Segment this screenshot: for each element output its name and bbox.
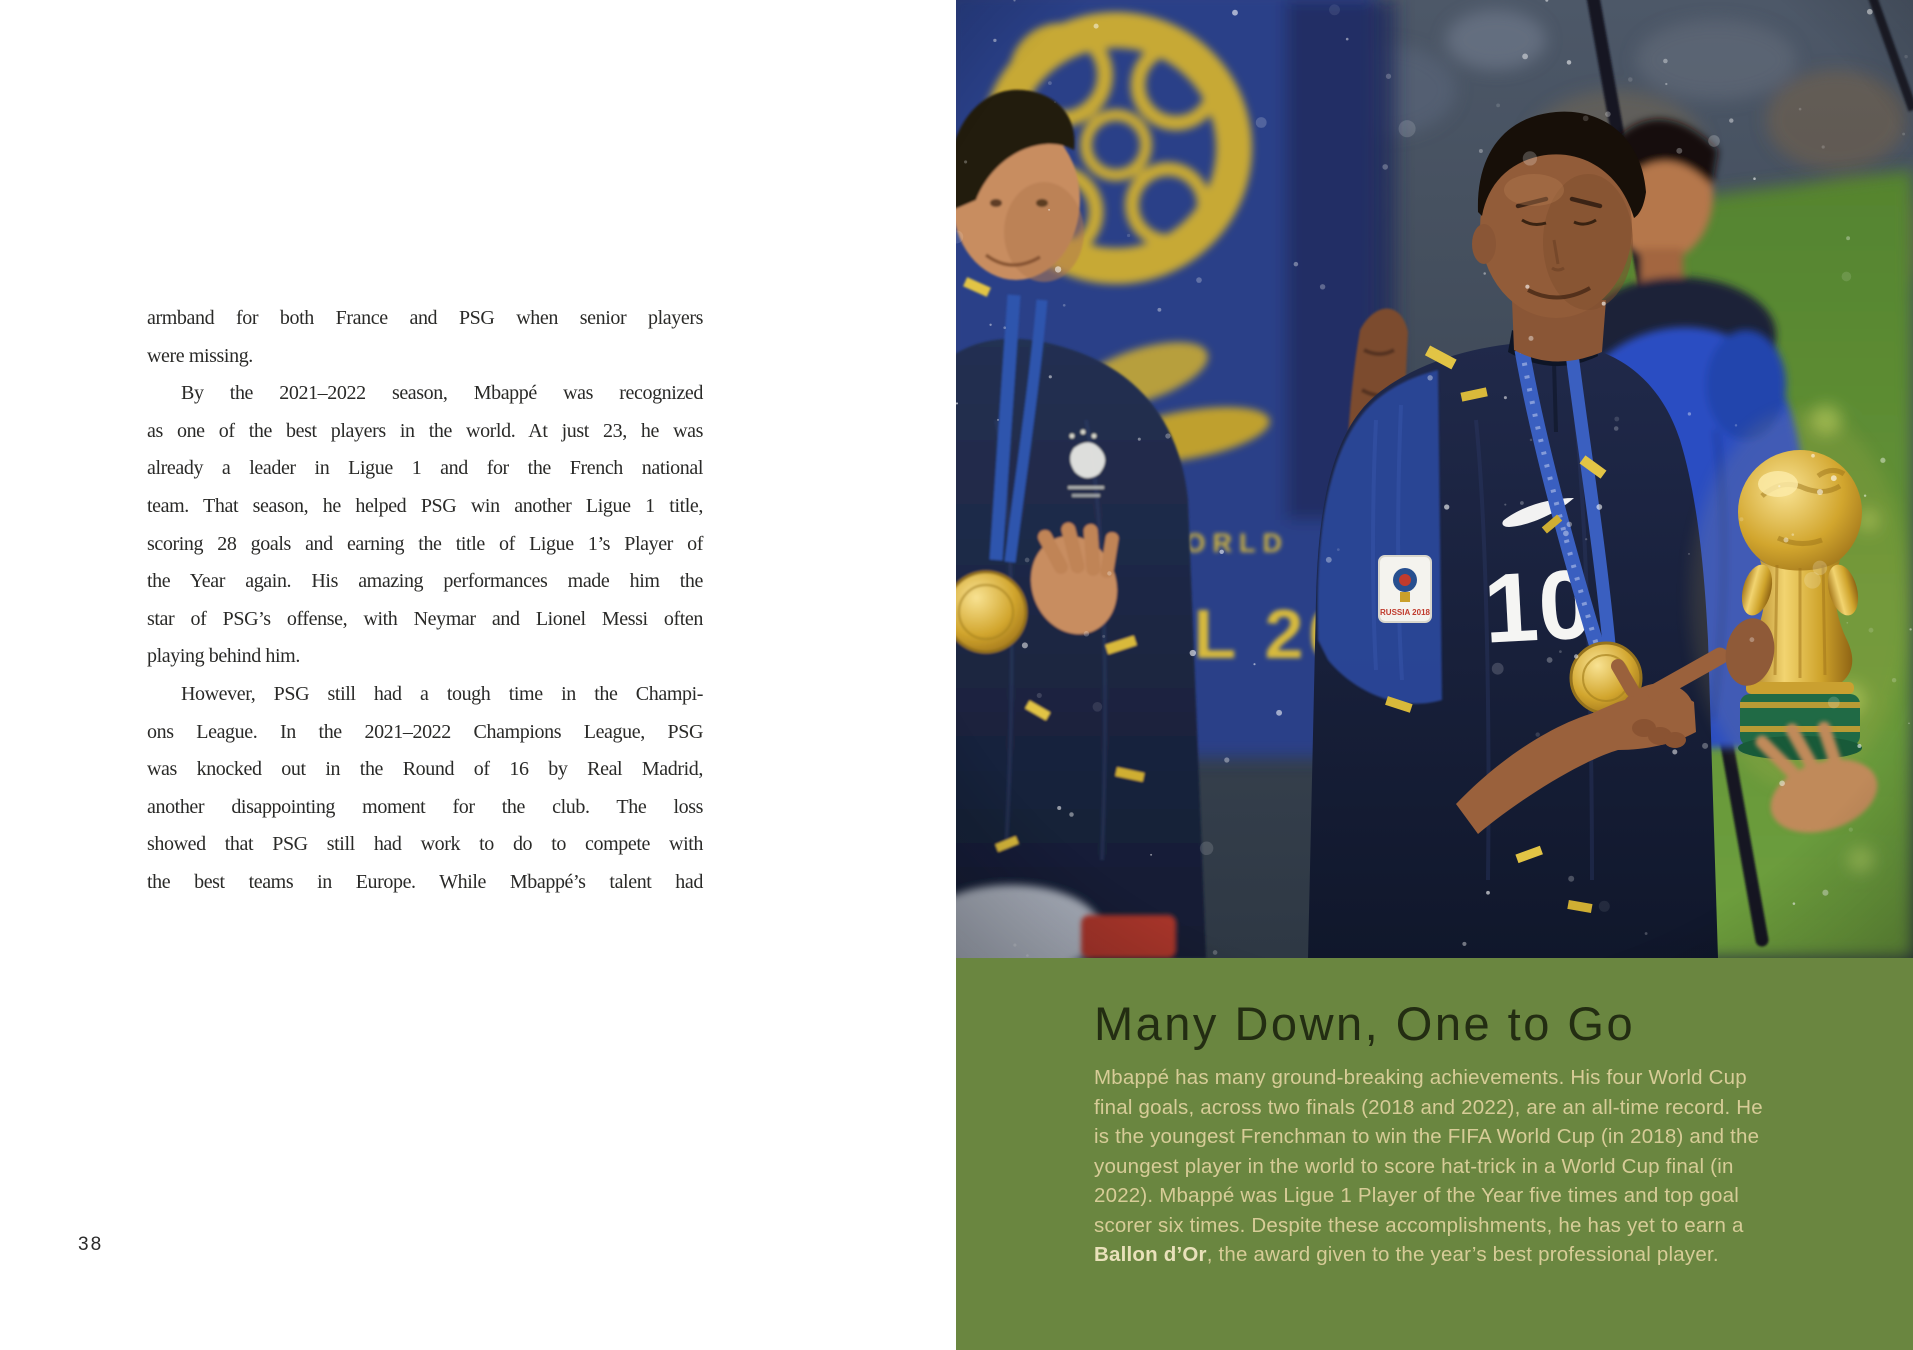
text-line: were missing. — [147, 344, 253, 367]
page-number: 38 — [78, 1234, 104, 1255]
callout-title: Many Down, One to Go — [1094, 997, 1636, 1050]
text-line: the Year again. His amazing performances made him the — [147, 570, 703, 593]
text-line: ons League. In the 2021–2022 Champions League, PSG — [147, 720, 703, 743]
right-page — [956, 0, 1913, 1350]
text-line: was knocked out in the Round of 16 by Real Madrid, — [147, 758, 703, 781]
vignette — [956, 0, 1913, 958]
text-line: star of PSG’s offense, with Neymar and Lionel Messi often — [147, 607, 703, 630]
text-line: 2022). Mbappé was Ligue 1 Player of the Year five times and top goal — [1094, 1184, 1739, 1207]
text-line: showed that PSG still had work to do to compete with — [147, 833, 703, 856]
text-line: scorer six times. Despite these accomplishments, he has yet to earn a — [1094, 1213, 1744, 1237]
left-page — [0, 0, 956, 1350]
text-line: already a leader in Ligue 1 and for the French national — [147, 457, 703, 480]
text-line: Ballon d’Or, the award given to the year’s best professional player. — [1094, 1243, 1719, 1266]
text-line: youngest player in the world to score hat-trick in a World Cup final (in — [1094, 1154, 1734, 1178]
text-line: team. That season, he helped PSG win another Ligue 1 title, — [147, 494, 703, 517]
bold-term: Ballon d’Or — [1094, 1243, 1207, 1266]
callout-box — [956, 958, 1913, 1350]
photo-svg — [956, 0, 1913, 958]
text-line: By the 2021–2022 season, Mbappé was recognized — [181, 382, 703, 405]
text-line: Mbappé has many ground-breaking achievements. His four World Cup — [1094, 1066, 1747, 1089]
text-line: scoring 28 goals and earning the title of Ligue 1’s Player of — [147, 532, 703, 555]
text-line: final goals, across two finals (2018 and 2022), are an all-time record. He — [1094, 1095, 1763, 1119]
text-line: is the youngest Frenchman to win the FIFA World Cup (in 2018) and the — [1094, 1125, 1760, 1148]
text-line: armband for both France and PSG when senior players — [147, 307, 703, 329]
text-line: playing behind him. — [147, 645, 300, 668]
callout-body — [1094, 1063, 1873, 1270]
photo-illustration — [956, 0, 1913, 958]
text-line: as one of the best players in the world. At just 23, he was — [147, 419, 703, 442]
text-line: However, PSG still had a tough time in the Champi- — [181, 682, 703, 705]
text-line: the best teams in Europe. While Mbappé’s talent had — [147, 870, 703, 893]
body-text-block — [147, 300, 703, 902]
text-line: another disappointing moment for the club. The loss — [147, 795, 703, 818]
